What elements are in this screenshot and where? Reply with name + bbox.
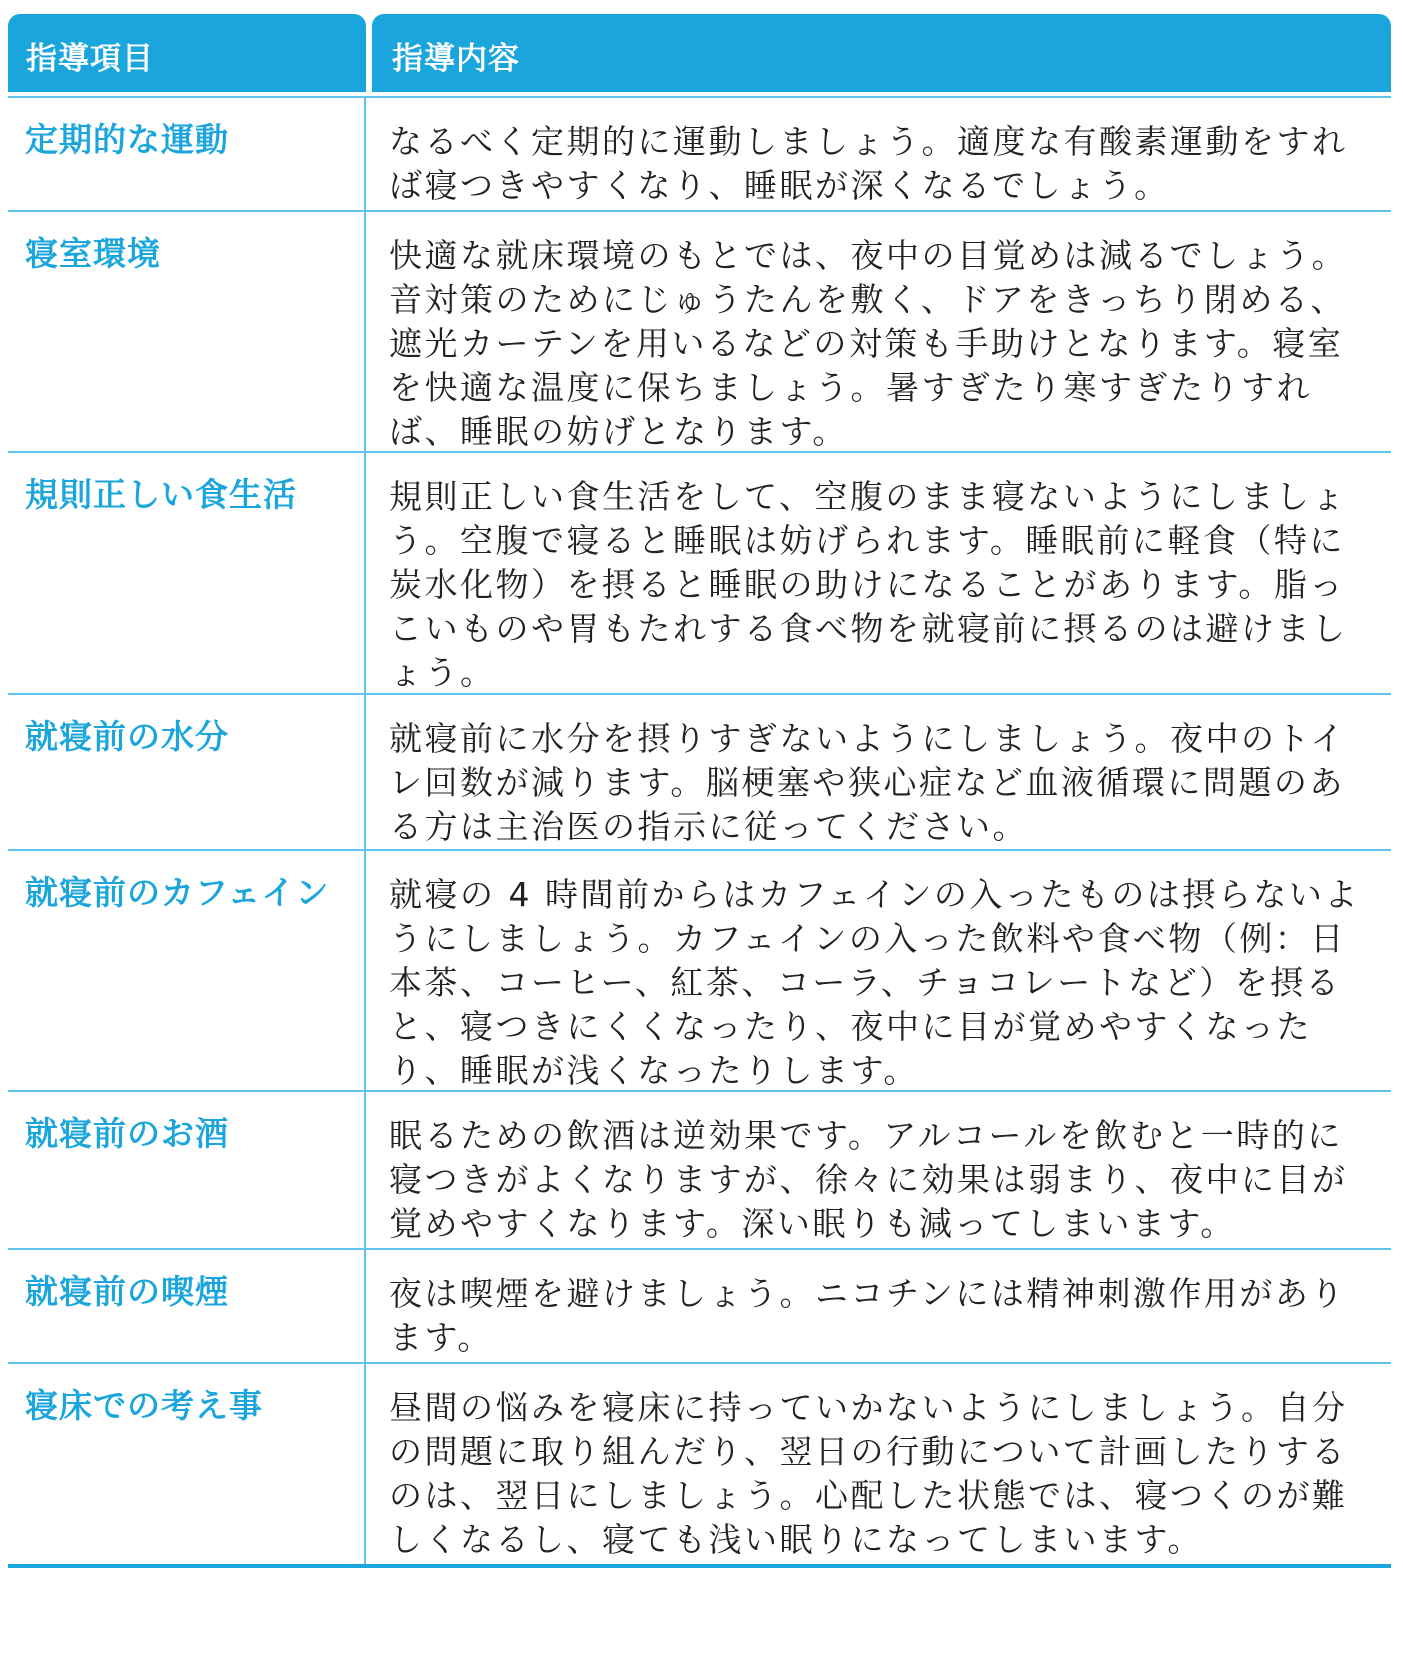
item-cell: 就寝前の水分 [8, 695, 366, 849]
content-cell: 就寝前に水分を摂りすぎないようにしましょう。夜中のトイレ回数が減ります。脳梗塞や狭心症など血液循環に問題のある方は主治医の指示に従ってください。 [389, 719, 1346, 846]
table-row [8, 453, 1391, 695]
item-cell: 規則正しい食生活 [8, 453, 366, 693]
item-cell: 就寝前のカフェイン [8, 851, 366, 1090]
table-header [8, 14, 1391, 92]
table-row [8, 98, 1391, 212]
content-cell: なるべく定期的に運動しましょう。適度な有酸素運動をすれば寝つきやすくなり、睡眠が深くなるでしょう。 [389, 122, 1348, 205]
content-cell: 快適な就床環境のもとでは、夜中の目覚めは減るでしょう。音対策のためにじゅうたんを敷く、ドアをきっちり閉める、遮光カーテンを用いるなどの対策も手助けとなります。寝室を快適な温度に保ちましょう。暑すぎたり寒すぎたりすれば、睡眠の妨げとなります。 [389, 236, 1348, 451]
header-label-content: 指導内容 [392, 41, 520, 77]
content-cell: 夜は喫煙を避けましょう。ニコチンには精神刺激作用があります。 [389, 1274, 1346, 1357]
table-row [8, 1364, 1391, 1568]
item-cell: 寝床での考え事 [8, 1364, 366, 1564]
content-cell: 昼間の悩みを寝床に持っていかないようにしましょう。自分の問題に取り組んだり、翌日の行動について計画したりするのは、翌日にしましょう。心配した状態では、寝つくのが難しくなるし、寝ても浅い眠りになってしまいます。 [389, 1388, 1348, 1559]
content-cell: 就寝の 4 時間前からはカフェインの入ったものは摂らないようにしましょう。カフェインの入った飲料や食べ物（例：日本茶、コーヒー、紅茶、コーラ、チョコレートなど）を摂ると、寝つきにくくなったり、夜中に目が覚めやすくなったり、睡眠が浅くなったりします。 [389, 875, 1360, 1090]
table-row [8, 695, 1391, 851]
table-row [8, 212, 1391, 453]
item-cell: 寝室環境 [8, 212, 366, 451]
content-cell: 規則正しい食生活をして、空腹のまま寝ないようにしましょう。空腹で寝ると睡眠は妨げられます。睡眠前に軽食（特に炭水化物）を摂ると睡眠の助けになることがあります。脂っこいものや胃もたれする食べ物を就寝前に摂るのは避けましょう。 [389, 477, 1348, 692]
header-cell-content [372, 14, 1391, 92]
header-label-item: 指導項目 [26, 41, 154, 77]
item-cell: 就寝前の喫煙 [8, 1250, 366, 1362]
guidance-table [8, 14, 1391, 1568]
header-cell-item [8, 14, 366, 92]
table-row [8, 1250, 1391, 1364]
item-cell: 定期的な運動 [8, 98, 366, 210]
item-cell: 就寝前のお酒 [8, 1092, 366, 1248]
table-row [8, 851, 1391, 1092]
table-row [8, 1092, 1391, 1250]
content-cell: 眠るための飲酒は逆効果です。アルコールを飲むと一時的に寝つきがよくなりますが、徐々に効果は弱まり、夜中に目が覚めやすくなります。深い眠りも減ってしまいます。 [389, 1116, 1348, 1243]
